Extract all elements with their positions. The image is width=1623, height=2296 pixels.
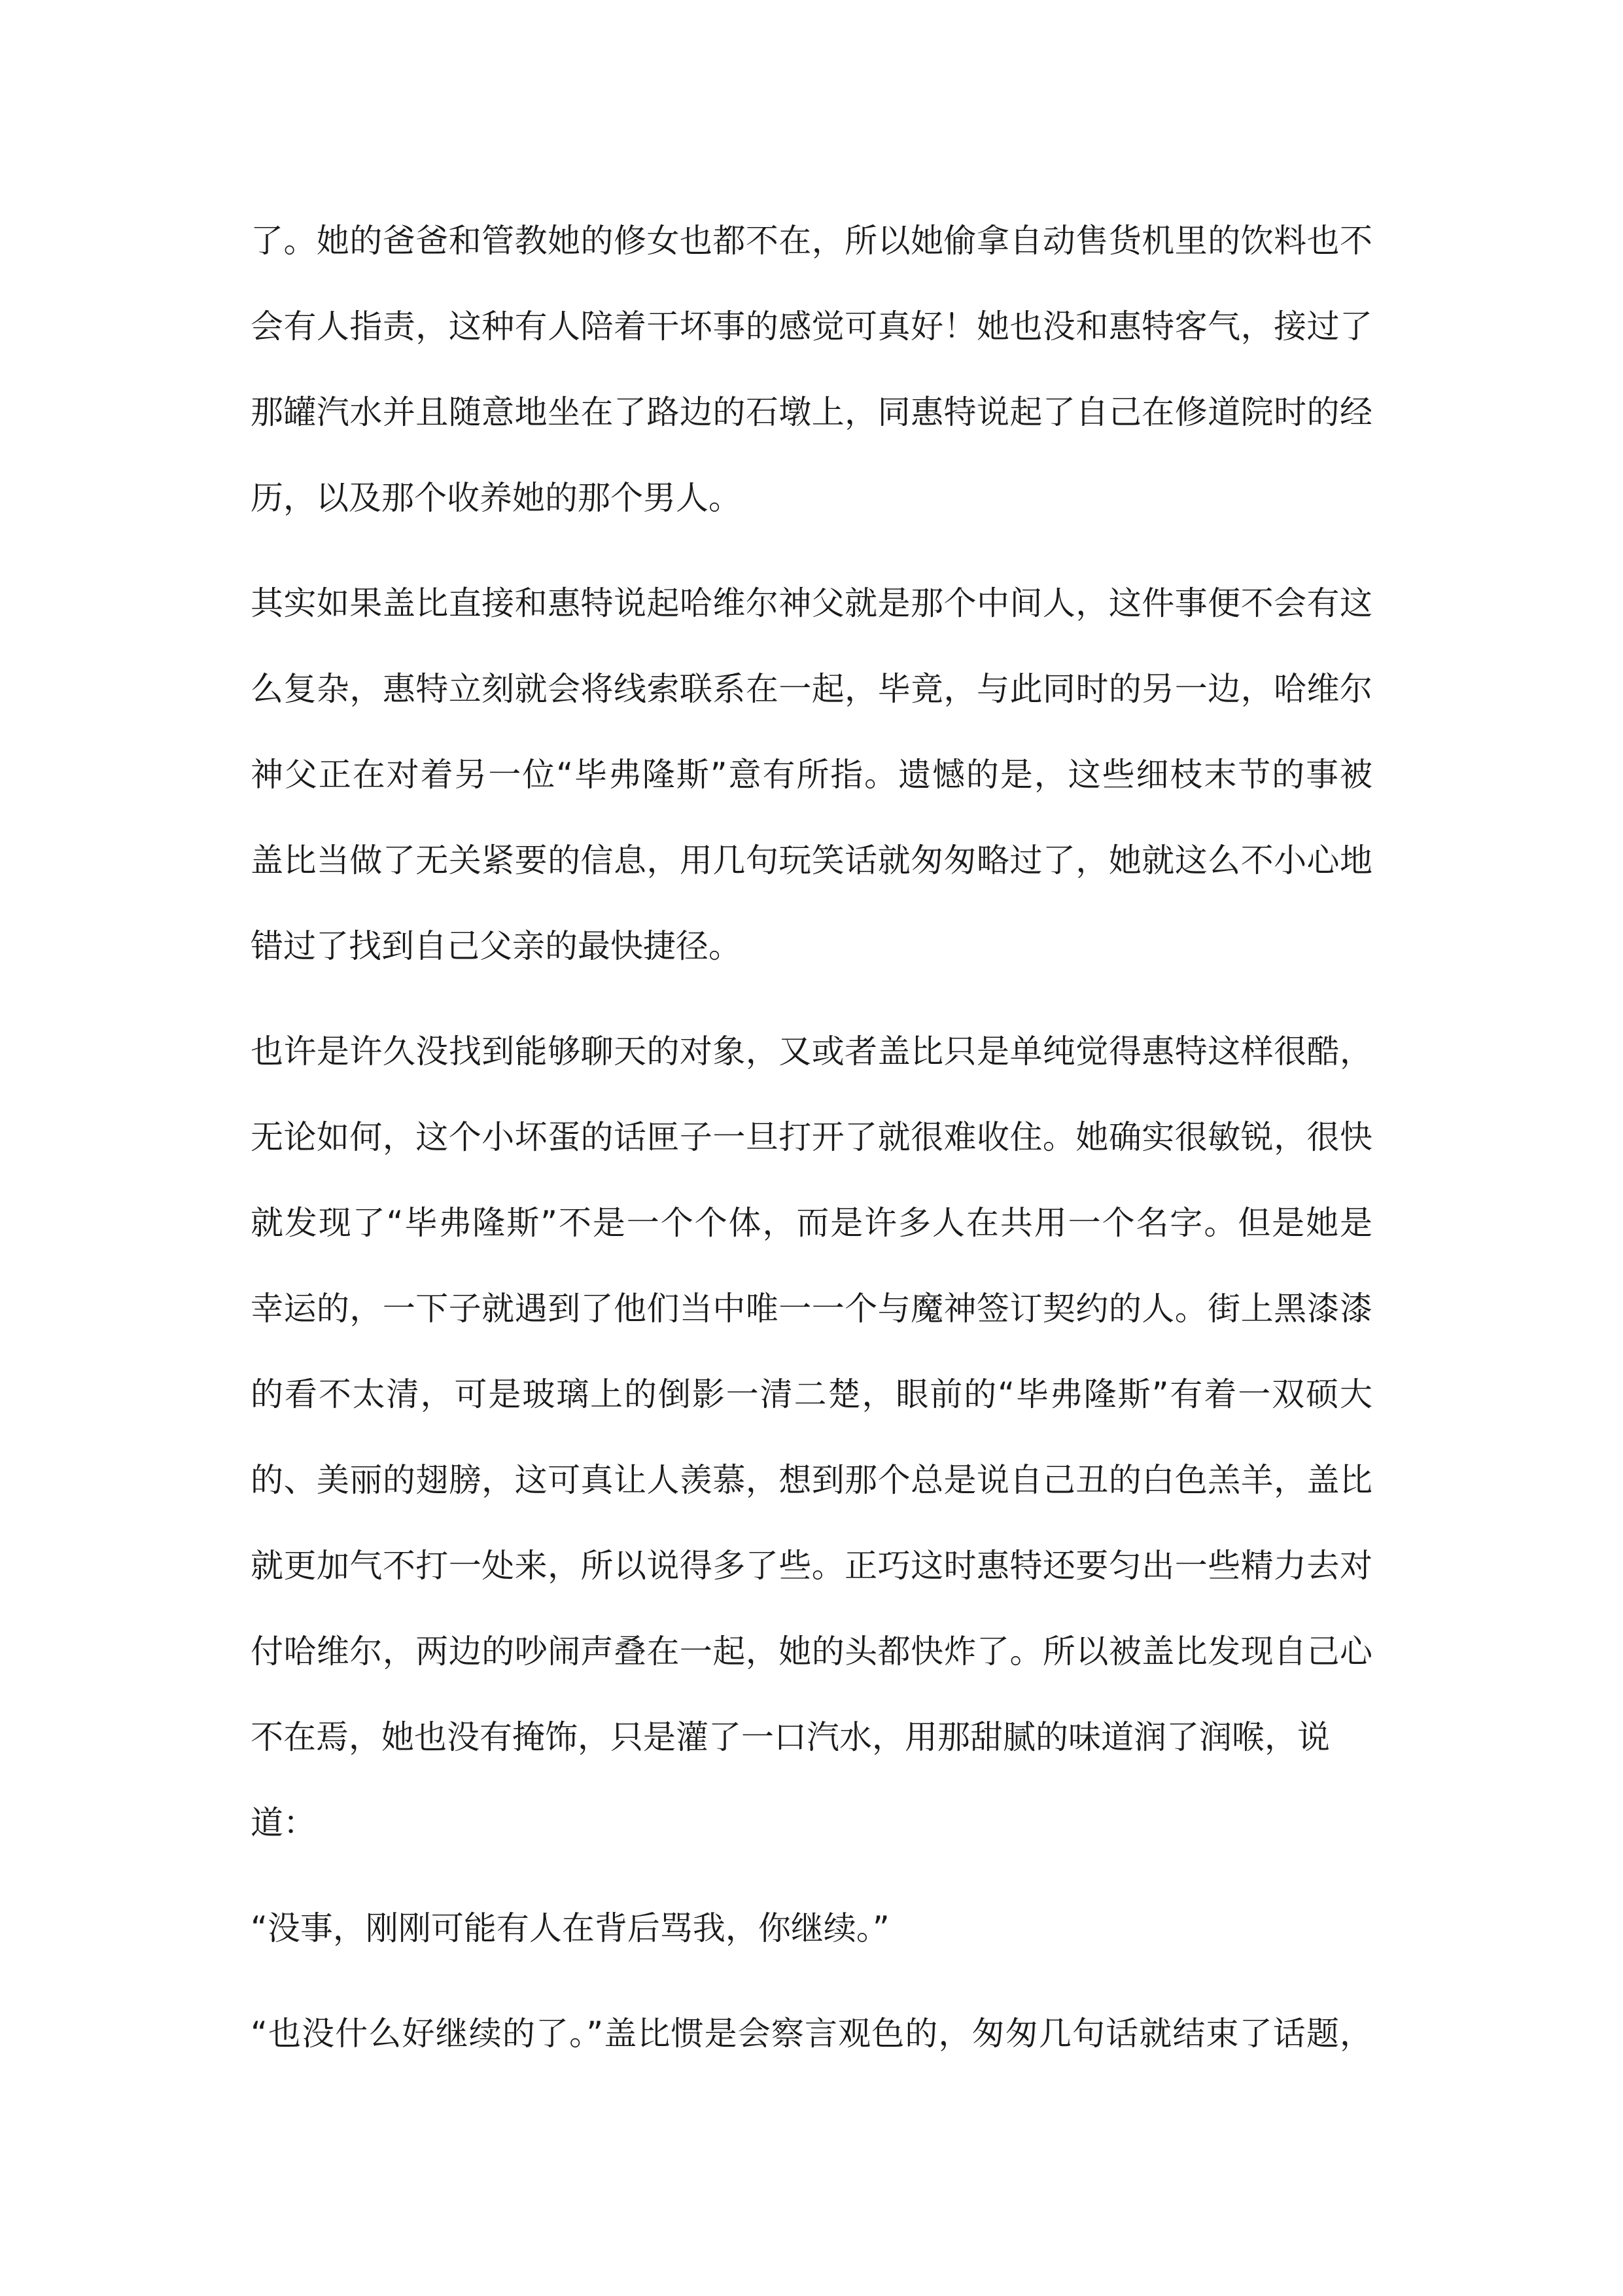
text-line: 历，以及那个收养她的那个男人。 bbox=[251, 479, 741, 517]
paragraph bbox=[251, 198, 1372, 541]
document-body bbox=[251, 198, 1372, 2096]
text-line: 的看不太清，可是玻璃上的倒影一清二楚，眼前的“毕弗隆斯”有着一双硕大 bbox=[251, 1375, 1372, 1413]
text-line: 神父正在对着另一位“毕弗隆斯”意有所指。遗憾的是，这些细枝末节的事被 bbox=[251, 756, 1372, 794]
text-line: 其实如果盖比直接和惠特说起哈维尔神父就是那个中间人，这件事便不会有这 bbox=[251, 584, 1372, 622]
text-line: 错过了找到自己父亲的最快捷径。 bbox=[251, 927, 741, 965]
text-line: 会有人指责，这种有人陪着干坏事的感觉可真好！她也没和惠特客气，接过了 bbox=[251, 308, 1372, 345]
text-line: 道： bbox=[251, 1804, 316, 1842]
text-line: 就发现了“毕弗隆斯”不是一个个体，而是许多人在共用一个名字。但是她是 bbox=[251, 1204, 1372, 1242]
text-line: 无论如何，这个小坏蛋的话匣子一旦打开了就很难收住。她确实很敏锐，很快 bbox=[251, 1118, 1372, 1156]
text-line: 了。她的爸爸和管教她的修女也都不在，所以她偷拿自动售货机里的饮料也不 bbox=[251, 222, 1372, 260]
text-line: 么复杂，惠特立刻就会将线索联系在一起，毕竟，与此同时的另一边，哈维尔 bbox=[251, 670, 1372, 708]
text-line: 也许是许久没找到能够聊天的对象，又或者盖比只是单纯觉得惠特这样很酷， bbox=[251, 1033, 1372, 1070]
paragraph bbox=[251, 1009, 1372, 1866]
text-line: 就更加气不打一处来，所以说得多了些。正巧这时惠特还要匀出一些精力去对 bbox=[251, 1547, 1372, 1585]
text-line: 那罐汽水并且随意地坐在了路边的石墩上，同惠特说起了自己在修道院时的经 bbox=[251, 393, 1372, 431]
paragraph bbox=[251, 561, 1372, 989]
text-line: “没事，刚刚可能有人在背后骂我，你继续。” bbox=[251, 1909, 890, 1947]
paragraph bbox=[251, 1886, 1372, 1971]
text-line: 不在焉，她也没有掩饰，只是灌了一口汽水，用那甜腻的味道润了润喉，说 bbox=[251, 1718, 1330, 1756]
text-line: 盖比当做了无关紧要的信息，用几句玩笑话就匆匆略过了，她就这么不小心地 bbox=[251, 841, 1372, 879]
text-line: 付哈维尔，两边的吵闹声叠在一起，她的头都快炸了。所以被盖比发现自己心 bbox=[251, 1633, 1372, 1670]
text-line: “也没什么好继续的了。”盖比惯是会察言观色的，匆匆几句话就结束了话题， bbox=[251, 2015, 1372, 2053]
paragraph bbox=[251, 1991, 1372, 2077]
text-line: 的、美丽的翅膀，这可真让人羡慕，想到那个总是说自己丑的白色羔羊，盖比 bbox=[251, 1461, 1372, 1499]
text-line: 幸运的，一下子就遇到了他们当中唯一一个与魔神签订契约的人。街上黑漆漆 bbox=[251, 1290, 1372, 1328]
